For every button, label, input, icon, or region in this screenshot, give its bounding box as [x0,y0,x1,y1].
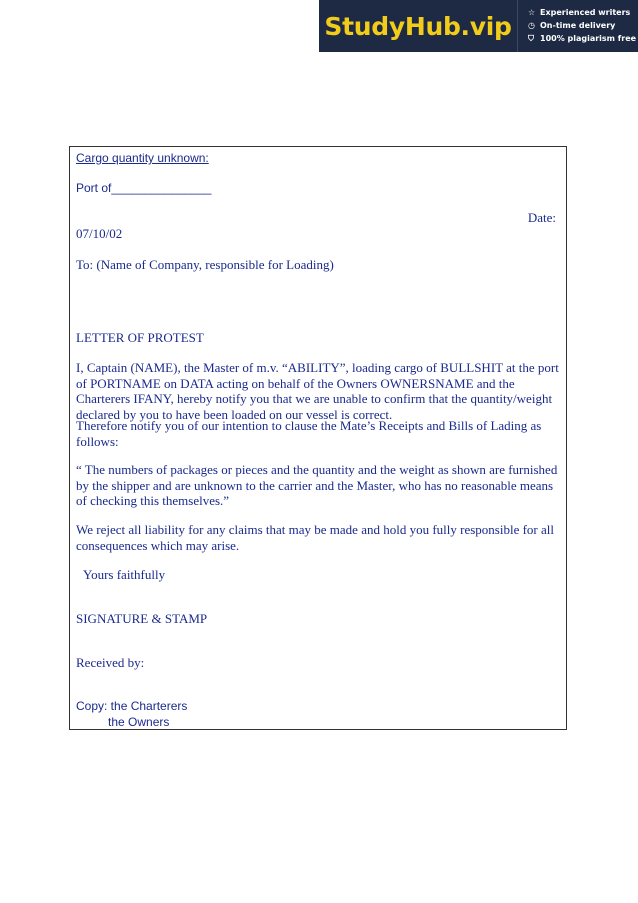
date-label: Date: [527,210,556,225]
feature-on-time-delivery [528,20,636,32]
date-value: 07/10/02 [76,226,123,241]
signature-stamp: SIGNATURE & STAMP [76,611,208,626]
feature-label: Experienced writers [540,8,631,17]
clock-icon: ◷ [528,21,535,30]
feature-label: 100% plagiarism free [540,34,637,43]
closing: Yours faithfully [83,567,166,582]
copy-charterers: Copy: the Charterers [76,699,188,713]
body-paragraph-notice: I, Captain (NAME), the Master of m.v. “ABILITY”, loading cargo of BULLSHIT at the port of PORTNAME on DATA acting on behalf of the Owners OWNERSNAME and the Charterers IFANY, hereby notify you that we are unable to confirm that the quantity/weight declared by you to have been loaded on our vessel is correct. [76,360,559,422]
feature-label: On-time delivery [540,21,616,30]
feature-experienced-writers [528,7,636,19]
port-line: Port of_______________ [76,181,212,195]
brand-logo[interactable]: StudyHub.vip [319,0,518,52]
liability-paragraph: We reject all liability for any claims that may be made and hold you fully responsible for all consequences which may arise. [76,522,555,553]
letter-title: LETTER OF PROTEST [76,330,204,345]
feature-plagiarism-free [528,33,636,45]
star-icon: ☆ [528,8,536,17]
received-by: Received by: [76,655,145,670]
copy-owners: the Owners [108,715,170,729]
feature-list [518,7,636,45]
body-paragraph-clause: Therefore notify you of our intention to clause the Mate’s Receipts and Bills of Lading as follows: [76,418,542,449]
shield-check-icon: ⛉ [528,34,534,43]
letter-heading: Cargo quantity unknown: [76,151,209,165]
studyhub-banner[interactable] [319,0,638,52]
letter-of-protest-template [69,146,567,730]
recipient-line: To: (Name of Company, responsible for Loading) [76,257,334,272]
clause-quote: “ The numbers of packages or pieces and the quantity and the weight as shown are furnished by the shipper and are unknown to the carrier and the Master, who has no reasonable means of checking this themselves.” [76,462,558,508]
